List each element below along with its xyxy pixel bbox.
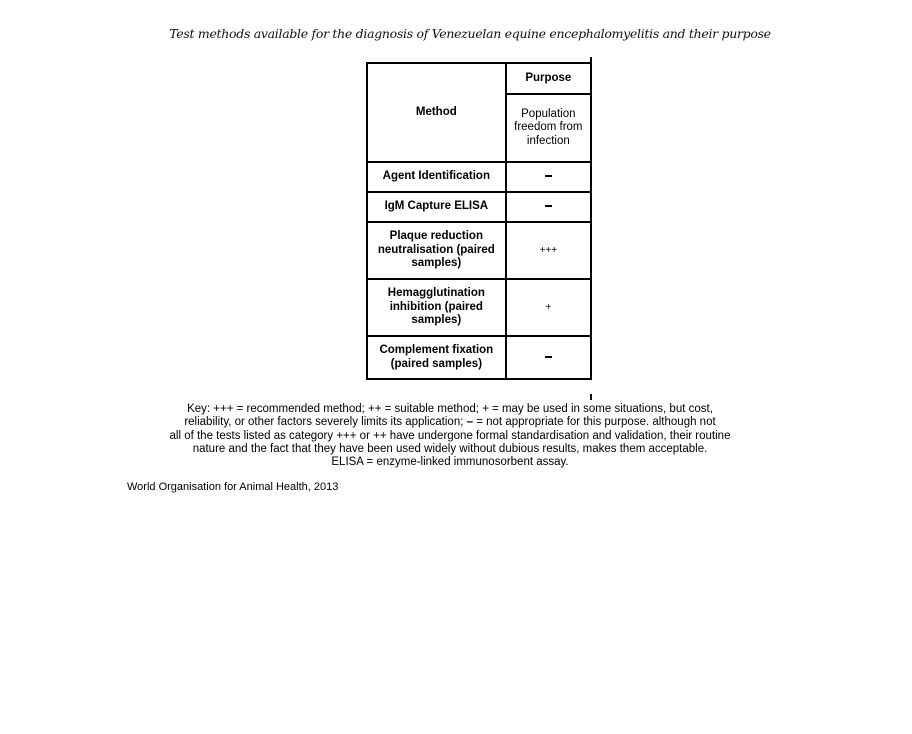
table-row [367, 162, 591, 192]
key-line-3: all of the tests listed as category +++ or ++ have undergone formal standardisation and validation, their routine [169, 429, 731, 442]
purpose-value-cell [506, 336, 591, 379]
dash-symbol [545, 356, 552, 358]
method-cell: Complement fixation (paired samples) [367, 336, 506, 379]
dash-symbol [545, 205, 552, 207]
key-line-2-part-b: = not appropriate for this purpose. although not [476, 416, 716, 429]
method-cell: Agent Identification [367, 162, 506, 192]
table-row [367, 222, 591, 279]
table-row [367, 192, 591, 222]
source-citation: World Organisation for Animal Health, 2013 [127, 481, 339, 493]
key-dash-symbol: – [466, 416, 474, 429]
methods-table [366, 62, 592, 380]
purpose-value-cell [506, 162, 591, 192]
table-border-extension-bottom [590, 394, 592, 400]
method-cell: Hemagglutination inhibition (paired samples) [367, 279, 506, 336]
table-row [367, 336, 591, 379]
purpose-subheader: Population freedom from infection [506, 94, 591, 162]
key-line-1: Key: +++ = recommended method; ++ = suitable method; + = may be used in some situations, but cost, [187, 403, 713, 415]
method-cell: Plaque reduction neutralisation (paired samples) [367, 222, 506, 279]
purpose-header: Purpose [506, 63, 591, 94]
method-header: Method [367, 63, 506, 162]
key-line-2 [140, 416, 760, 429]
table-row [367, 279, 591, 336]
key-line-2-part-a: reliability, or other factors severely limits its application; [184, 416, 464, 429]
purpose-value-cell [506, 192, 591, 222]
document-title: Test methods available for the diagnosis of Venezuelan equine encephalomyelitis and their purpose [169, 26, 771, 41]
header-row [367, 63, 591, 94]
table-key [140, 403, 760, 469]
method-cell: IgM Capture ELISA [367, 192, 506, 222]
purpose-value-cell: + [506, 279, 591, 336]
dash-symbol [545, 175, 552, 177]
key-line-4: nature and the fact that they have been used widely without dubious results, makes them acceptable. [192, 442, 708, 455]
methods-table-container [366, 62, 592, 380]
purpose-value-cell: +++ [506, 222, 591, 279]
key-line-5: ELISA = enzyme-linked immunosorbent assay. [331, 456, 569, 469]
